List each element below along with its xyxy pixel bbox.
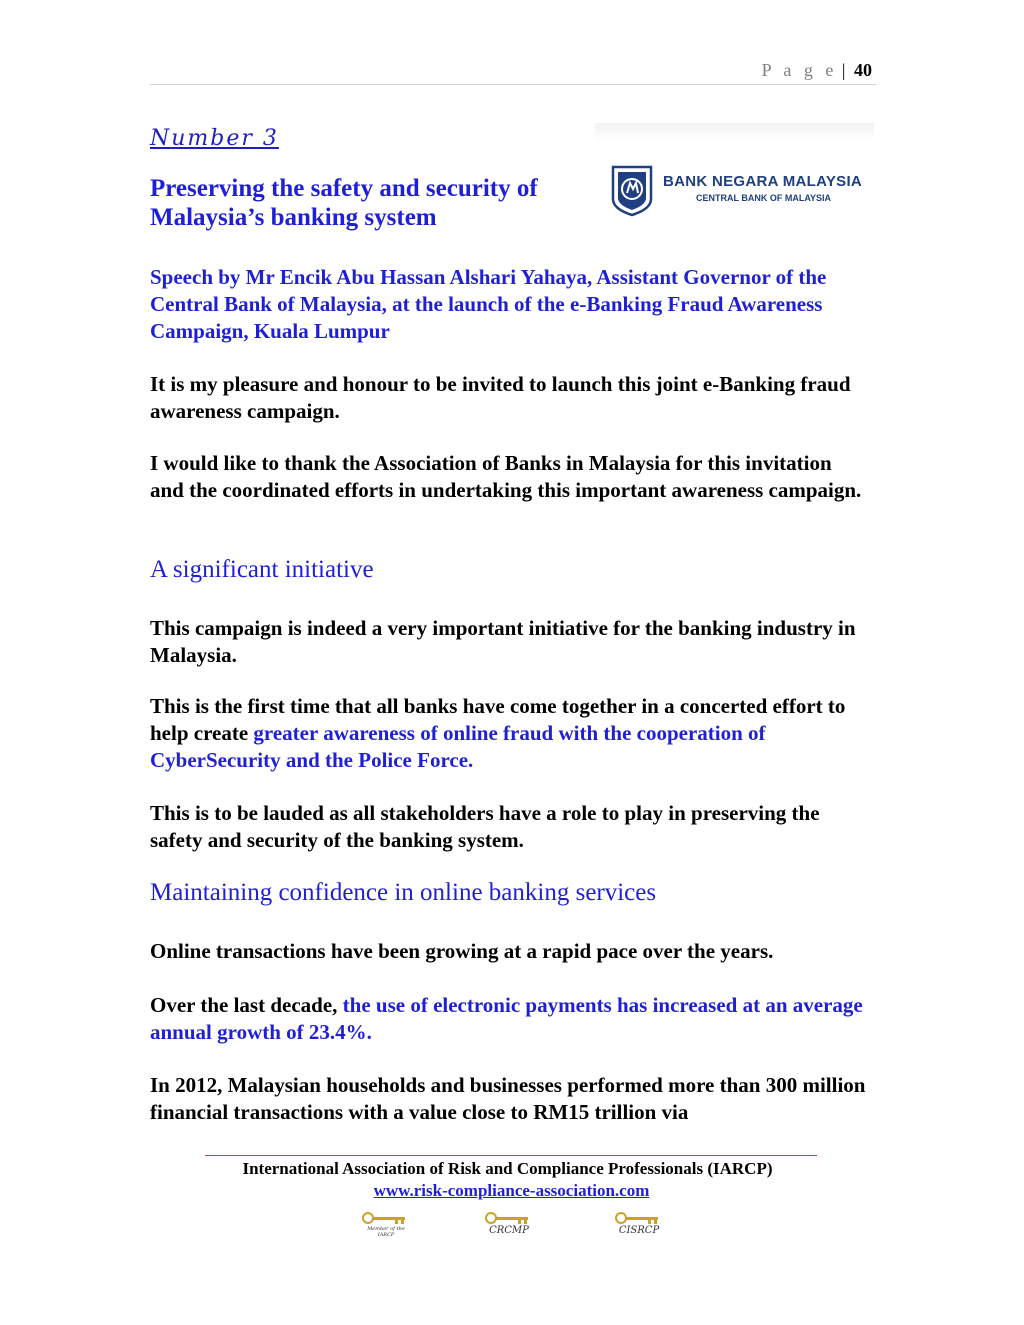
- speech-byline: Speech by Mr Encik Abu Hassan Alshari Yahaya, Assistant Governor of the Central Bank of Malaysia, at the launch of the e-Banking Fraud Awareness Campaign, Kuala Lumpur: [150, 265, 827, 343]
- bank-negara-logo: [595, 123, 874, 223]
- paragraph-7: [150, 992, 870, 1046]
- page-number: [762, 58, 872, 82]
- article-title: Preserving the safety and security of Malaysia’s banking system: [150, 175, 538, 231]
- paragraph-7-highlight: the use of electronic payments has increased at an average annual growth of 23.4%.: [150, 993, 863, 1044]
- page-number-value: 40: [854, 60, 872, 80]
- key-icon: [614, 1212, 664, 1226]
- page-separator: |: [841, 60, 846, 80]
- logo-subtitle: CENTRAL BANK OF MALAYSIA: [696, 193, 832, 203]
- footer-organization: International Association of Risk and Compliance Professionals (IARCP): [242, 1159, 773, 1178]
- paragraph-3: This campaign is indeed a very important initiative for the banking industry in Malaysia.: [150, 616, 856, 667]
- section-heading-significant-initiative: A significant initiative: [150, 556, 374, 583]
- logo-bank-name: BANK NEGARA MALAYSIA: [663, 173, 863, 190]
- paragraph-4-text: This is the first time that all banks have come together in a concerted effort to help create: [150, 694, 846, 745]
- paragraph-8: In 2012, Malaysian households and businesses performed more than 300 million financial transactions with a value close to RM15 trillion via: [150, 1073, 866, 1124]
- article-number-label: Number 3: [150, 126, 279, 151]
- key-icon: [361, 1212, 411, 1226]
- paragraph-5: This is to be lauded as all stakeholders have a role to play in preserving the safety and security of the banking system.: [150, 801, 820, 852]
- section-heading-maintaining-confidence: Maintaining confidence in online banking services: [150, 879, 657, 906]
- paragraph-6: Online transactions have been growing at a rapid pace over the years.: [150, 939, 774, 963]
- badge-crcmp: [484, 1212, 534, 1238]
- paragraph-4: [150, 693, 870, 774]
- bank-crest-icon: [611, 165, 653, 217]
- paragraph-7-text: Over the last decade,: [150, 993, 343, 1017]
- key-icon: [484, 1212, 534, 1226]
- badge-crcmp-caption: CRCMP: [489, 1225, 529, 1236]
- paragraph-4-highlight: greater awareness of online fraud with the cooperation of CyberSecurity and the Police Force.: [150, 721, 766, 772]
- footer-website-link[interactable]: www.risk-compliance-association.com: [373, 1181, 650, 1200]
- footer-divider: [205, 1155, 817, 1156]
- badge-cisrcp: [614, 1212, 664, 1238]
- page-header: [150, 58, 876, 85]
- paragraph-1: It is my pleasure and honour to be invited to launch this joint e-Banking fraud awareness campaign.: [150, 372, 851, 423]
- badge-member: [361, 1212, 411, 1238]
- paragraph-2: I would like to thank the Association of Banks in Malaysia for this invitation and the coordinated efforts in undertaking this important awareness campaign.: [150, 451, 862, 502]
- page-label: P a g e: [761, 60, 838, 80]
- badge-member-caption: Member of the IARCP: [367, 1226, 405, 1238]
- badge-cisrcp-caption: CISRCP: [618, 1225, 660, 1236]
